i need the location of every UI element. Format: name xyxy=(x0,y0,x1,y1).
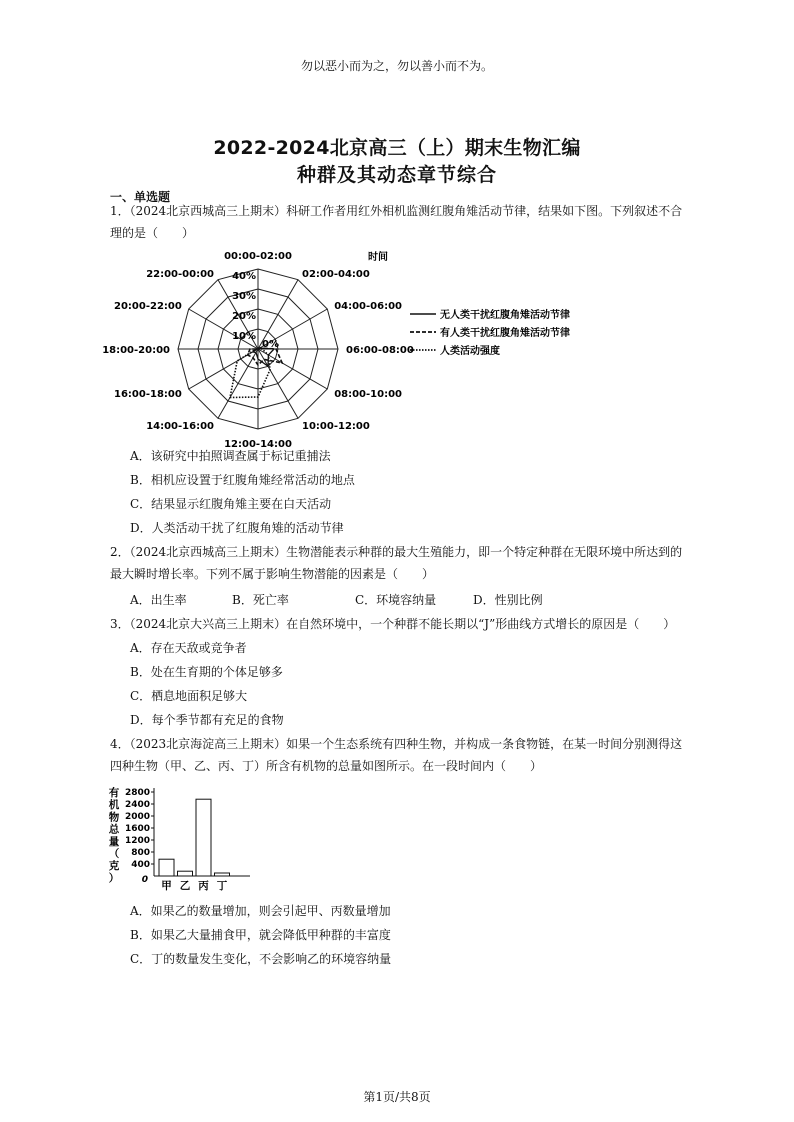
bar-y-tick-label: 2800 xyxy=(124,788,150,798)
bar-y-tick-label: 400 xyxy=(131,860,150,870)
question-4-stem: 4．（2023北京海淀高三上期末）如果一个生态系统有四种生物，并构成一条食物链，在某一时间分别测得这四种生物（甲、乙、丙、丁）所含有机物的总量如图所示。在一段时间内（ ） xyxy=(110,737,683,773)
bar-axes xyxy=(125,788,250,885)
radar-category-label: 12:00-14:00 xyxy=(224,439,292,450)
radar-category-label: 20:00-22:00 xyxy=(113,301,182,312)
radar-ring-label: 40% xyxy=(232,271,256,282)
bar-1 xyxy=(178,871,193,876)
bar-y-tick-label: 2000 xyxy=(124,812,150,822)
bar-ylabel-char: 总 xyxy=(108,823,120,836)
bar-chart xyxy=(108,784,258,894)
question-4-option-b[interactable]: B．如果乙大量捕食甲，就会降低甲种群的丰富度 xyxy=(130,928,391,942)
radar-category-label: 06:00-08:00 xyxy=(346,345,414,356)
bar-y-tick-label: 1200 xyxy=(124,836,150,846)
question-2-option-b[interactable]: B．死亡率 xyxy=(232,593,289,607)
document-title: 2022-2024北京高三（上）期末生物汇编 xyxy=(213,137,581,159)
radar-ring-label: 20% xyxy=(232,311,256,322)
radar-category-label: 16:00-18:00 xyxy=(113,389,182,400)
question-2-option-c[interactable]: C．环境容纳量 xyxy=(355,593,437,607)
question-1-option-a[interactable]: A．该研究中拍照调查属于标记重捕法 xyxy=(130,449,331,463)
bar-y-tick-label: 800 xyxy=(131,848,150,858)
radar-category-label: 00:00-02:00 xyxy=(224,251,292,262)
bar-category-label: 丁 xyxy=(216,880,228,892)
bar-ylabel-char: ） xyxy=(108,872,120,885)
question-3-option-a[interactable]: A．存在天敌或竞争者 xyxy=(130,641,247,655)
bar-y-tick-label: 1600 xyxy=(124,824,150,834)
radar-category-label: 14:00-16:00 xyxy=(146,421,214,433)
radar-category-label: 10:00-12:00 xyxy=(302,421,370,433)
bar-origin-label: 0 xyxy=(141,875,148,885)
radar-axis-title: 时间 xyxy=(368,252,388,263)
radar-category-label: 02:00-04:00 xyxy=(302,268,370,280)
question-1-stem: 1．（2024北京西城高三上期末）科研工作者用红外相机监测红腹角雉活动节律，结果如下图。下列叙述不合理的是（ ） xyxy=(110,204,683,240)
question-3-option-b[interactable]: B．处在生育期的个体足够多 xyxy=(130,665,283,679)
question-2-option-a[interactable]: A．出生率 xyxy=(130,593,187,607)
question-1-option-c[interactable]: C．结果显示红腹角雉主要在白天活动 xyxy=(130,497,332,511)
bar-ylabel-char: 机 xyxy=(108,799,120,812)
question-3-option-d[interactable]: D．每个季节都有充足的食物 xyxy=(130,713,284,727)
bar-y-tick-label: 2400 xyxy=(124,800,150,810)
radar-ring-label: 30% xyxy=(232,291,256,302)
question-1-option-b[interactable]: B．相机应设置于红腹角雉经常活动的地点 xyxy=(130,473,355,487)
question-3-option-c[interactable]: C．栖息地面积足够大 xyxy=(130,689,248,703)
radar-legend xyxy=(410,308,570,357)
legend-label: 人类活动强度 xyxy=(440,346,500,357)
question-2-stem: 2．（2024北京西城高三上期末）生物潜能表示种群的最大生殖能力，即一个特定种群在无限环境中所达到的最大瞬时增长率。下列不属于影响生物潜能的因素是（ ） xyxy=(110,545,683,581)
bar-category-label: 甲 xyxy=(161,880,172,892)
bar-category-label: 乙 xyxy=(179,880,191,892)
bar-ylabel-char: （ xyxy=(108,848,120,860)
bar-ylabel-char: 克 xyxy=(108,860,120,873)
document-subtitle: 种群及其动态章节综合 xyxy=(296,164,497,186)
page-footer: 第1页/共8页 xyxy=(363,1090,431,1104)
bar-marks xyxy=(159,799,230,892)
question-4-option-a[interactable]: A．如果乙的数量增加，则会引起甲、丙数量增加 xyxy=(130,904,391,918)
radar-chart xyxy=(102,242,600,450)
radar-center-label: 0% xyxy=(262,339,279,350)
legend-label: 有人类干扰红腹角雉活动节律 xyxy=(440,328,570,339)
question-1-option-d[interactable]: D．人类活动干扰了红腹角雉的活动节律 xyxy=(130,521,344,535)
page-motto: 勿以恶小而为之，勿以善小而不为。 xyxy=(300,59,493,73)
bar-0 xyxy=(159,859,174,876)
radar-category-label: 08:00-10:00 xyxy=(334,389,403,400)
section-heading: 一、单选题 xyxy=(110,190,171,204)
bar-ylabel-char: 量 xyxy=(108,835,120,848)
bar-3 xyxy=(215,873,230,876)
radar-ring-label: 10% xyxy=(232,331,256,342)
bar-2 xyxy=(196,799,211,876)
legend-label: 无人类干扰红腹角雉活动节律 xyxy=(440,310,570,321)
question-4-option-c[interactable]: C．丁的数量发生变化，不会影响乙的环境容纳量 xyxy=(130,952,392,966)
radar-category-label: 04:00-06:00 xyxy=(334,301,403,312)
bar-y-axis-title xyxy=(109,786,120,884)
radar-category-label: 18:00-20:00 xyxy=(102,345,170,356)
bar-ylabel-char: 有 xyxy=(108,787,120,799)
bar-ylabel-char: 物 xyxy=(108,811,120,824)
radar-series-group xyxy=(230,348,282,398)
bar-category-label: 丙 xyxy=(198,880,209,892)
radar-category-label: 22:00-00:00 xyxy=(146,268,214,280)
question-3-stem: 3．（2024北京大兴高三上期末）在自然环境中，一个种群不能长期以“J”形曲线方式增长的原因是（ ） xyxy=(110,617,676,631)
question-2-option-d[interactable]: D．性别比例 xyxy=(473,593,543,607)
